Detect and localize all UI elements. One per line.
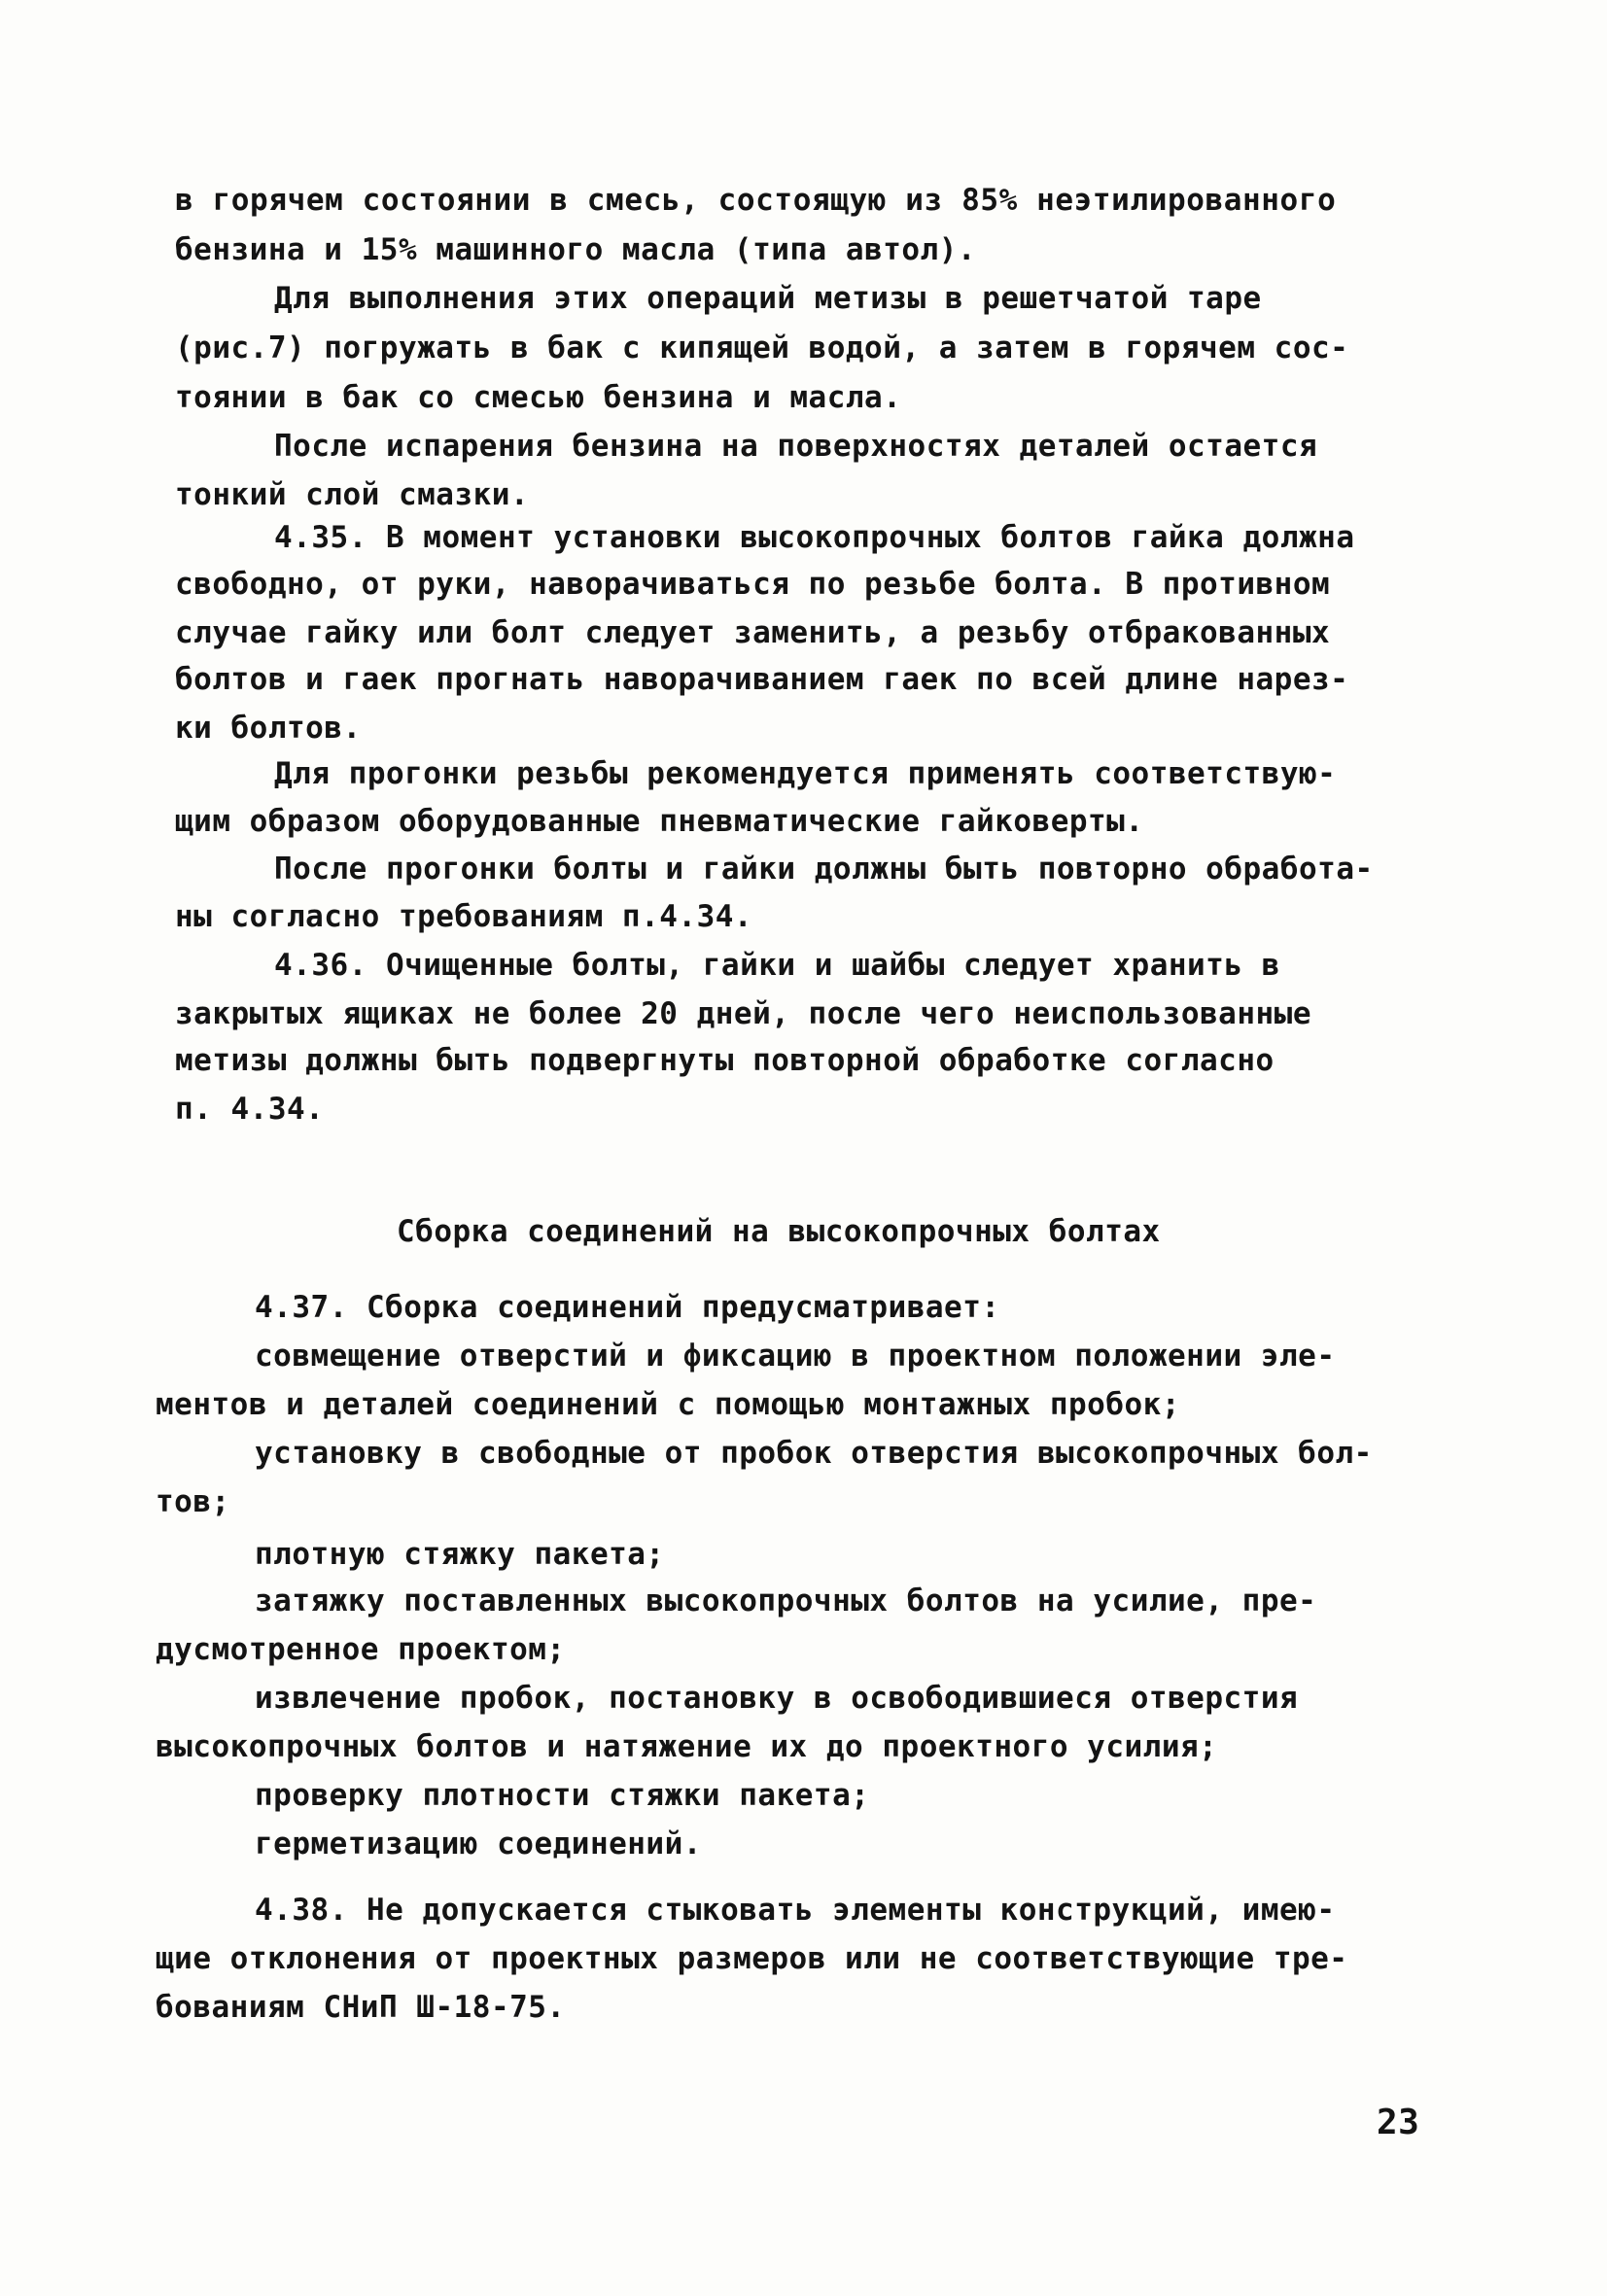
text-line: свободно, от руки, наворачиваться по резьбе болта. В противном: [175, 567, 1331, 602]
text-line: 4.35. В момент установки высокопрочных болтов гайка должна: [274, 520, 1355, 555]
text-line: проверку плотности стяжки пакета;: [255, 1778, 870, 1813]
text-line: (рис.7) погружать в бак с кипящей водой, а затем в горячем сос-: [175, 330, 1349, 365]
text-line: После испарения бензина на поверхностях деталей остается: [274, 429, 1318, 464]
text-line: тов;: [156, 1484, 230, 1519]
text-line: герметизацию соединений.: [255, 1826, 702, 1861]
text-line: 4.38. Не допускается стыковать элементы конструкций, имею-: [255, 1893, 1336, 1928]
text-line: После прогонки болты и гайки должны быть повторно обработа-: [274, 852, 1374, 887]
text-line: извлечение пробок, постановку в освободившиеся отверстия: [255, 1681, 1299, 1716]
text-line: плотную стяжку пакета;: [255, 1537, 665, 1572]
text-line: закрытых ящиках не более 20 дней, после чего неиспользованные: [175, 996, 1311, 1031]
text-line: болтов и гаек прогнать наворачиванием гаек по всей длине нарез-: [175, 662, 1349, 697]
section-heading: Сборка соединений на высокопрочных болтах: [397, 1214, 1161, 1249]
text-line: ки болтов.: [175, 711, 362, 746]
text-line: 4.36. Очищенные болты, гайки и шайбы следует хранить в: [274, 948, 1280, 983]
text-line: Для прогонки резьбы рекомендуется применять соответствую-: [274, 756, 1337, 791]
text-line: случае гайку или болт следует заменить, а резьбу отбракованных: [175, 615, 1331, 650]
text-line: щие отклонения от проектных размеров или не соответствующие тре-: [156, 1941, 1348, 1976]
text-line: бованиям СНиП Ш-18-75.: [156, 1990, 566, 2025]
text-line: 4.37. Сборка соединений предусматривает:: [255, 1290, 1000, 1325]
text-line: в горячем состоянии в смесь, состоящую из 85% неэтилированного: [175, 183, 1337, 218]
text-line: высокопрочных болтов и натяжение их до проектного усилия;: [156, 1729, 1218, 1764]
text-line: совмещение отверстий и фиксацию в проектном положении эле-: [255, 1339, 1336, 1374]
text-line: бензина и 15% машинного масла (типа автол).: [175, 232, 977, 267]
text-line: п. 4.34.: [175, 1092, 325, 1127]
text-line: дусмотренное проектом;: [156, 1632, 566, 1667]
text-line: щим образом оборудованные пневматические гайковерты.: [175, 804, 1144, 839]
text-line: ны согласно требованиям п.4.34.: [175, 899, 753, 934]
text-line: тонкий слой смазки.: [175, 477, 530, 512]
page-number: 23: [1377, 2103, 1420, 2142]
text-line: тоянии в бак со смесью бензина и масла.: [175, 380, 902, 415]
text-line: ментов и деталей соединений с помощью монтажных пробок;: [156, 1387, 1180, 1422]
text-line: установку в свободные от пробок отверстия высокопрочных бол-: [255, 1436, 1373, 1471]
text-line: Для выполнения этих операций метизы в решетчатой таре: [274, 281, 1262, 316]
text-line: затяжку поставленных высокопрочных болтов на усилие, пре-: [255, 1583, 1317, 1618]
text-line: метизы должны быть подвергнуты повторной обработке согласно: [175, 1043, 1275, 1078]
